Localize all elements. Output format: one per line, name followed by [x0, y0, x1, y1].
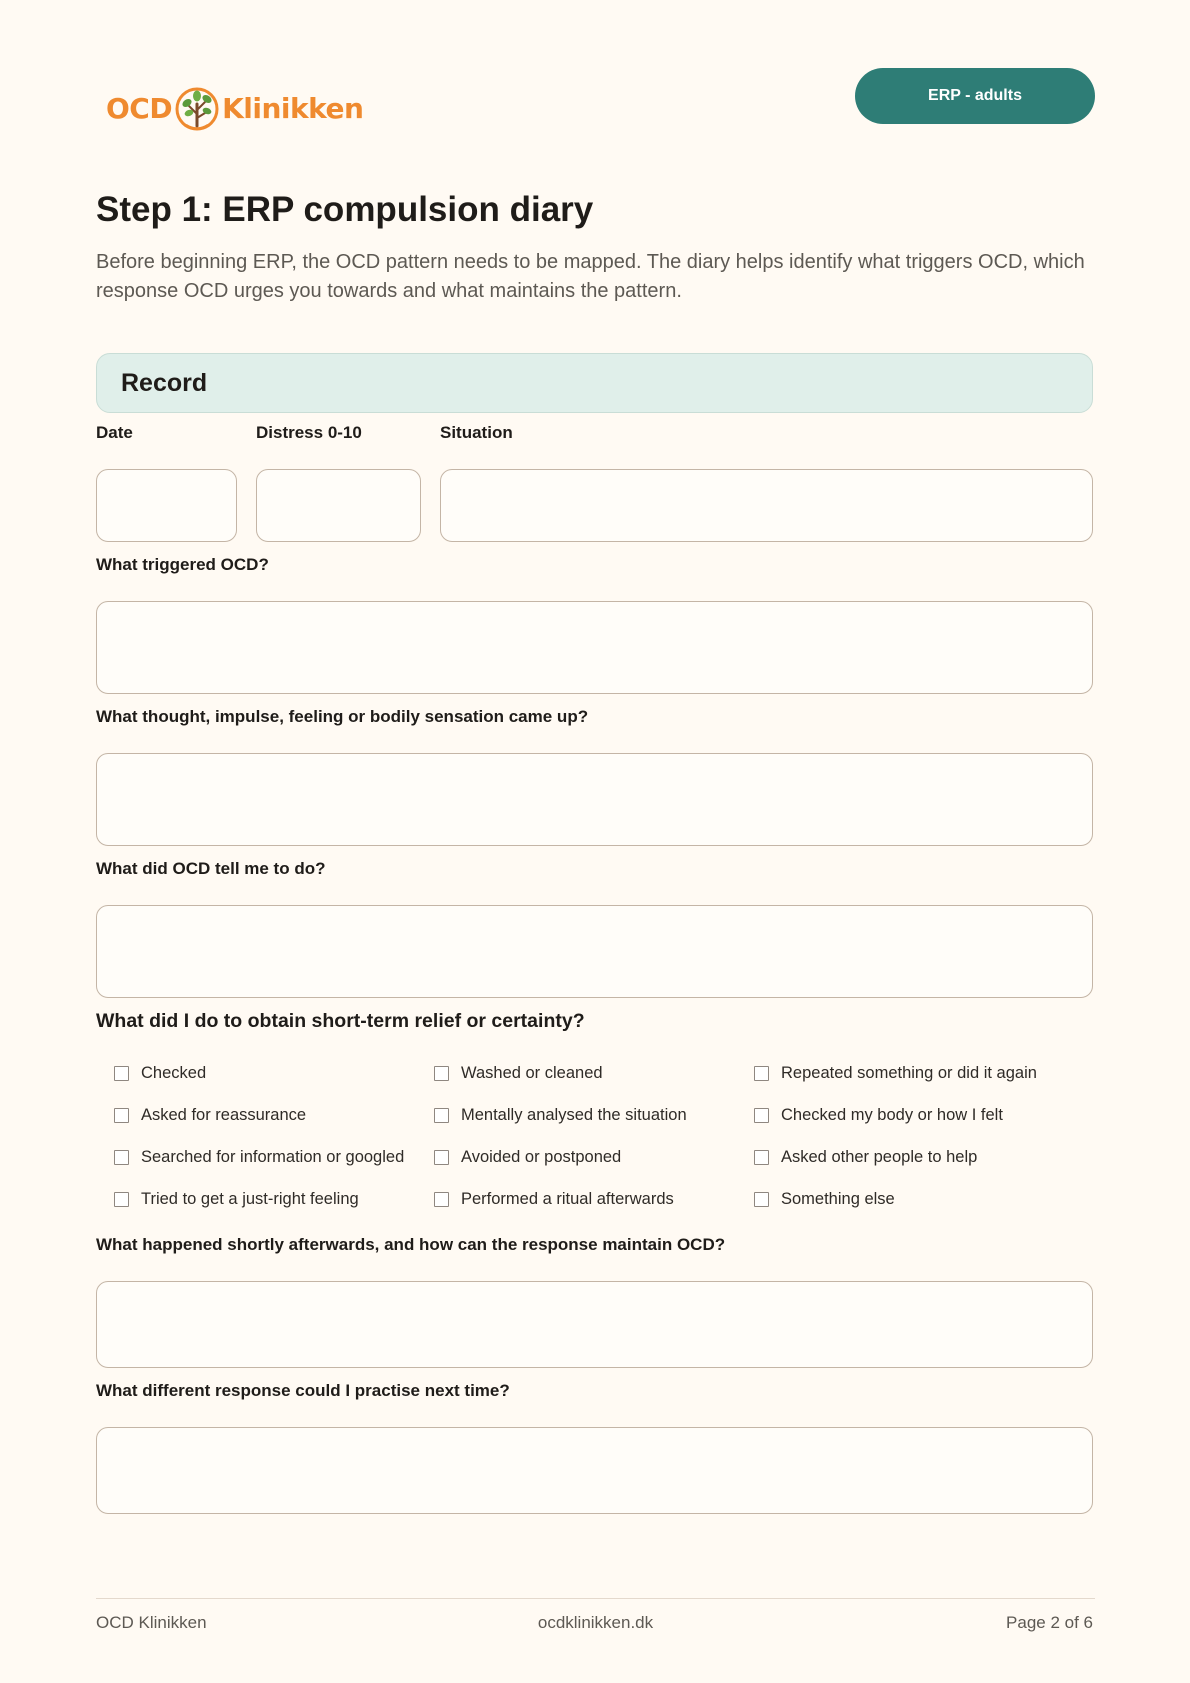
checkbox-label: Washed or cleaned: [461, 1063, 603, 1082]
checkbox-square[interactable]: [434, 1192, 449, 1207]
checkbox-searched[interactable]: [114, 1145, 404, 1169]
told-question: What did OCD tell me to do?: [96, 859, 326, 878]
checkbox-label: Something else: [781, 1189, 895, 1208]
footer-website: ocdklinikken.dk: [537, 1613, 654, 1632]
thought-field[interactable]: [96, 753, 1093, 846]
page-title: Step 1: ERP compulsion diary: [96, 190, 594, 229]
program-badge: ERP - adults: [855, 68, 1095, 124]
checkbox-label: Checked my body or how I felt: [781, 1105, 1003, 1124]
relief-question: What did I do to obtain short-term relief or certainty?: [96, 1010, 585, 1032]
section-title: Record: [121, 368, 208, 397]
footer-divider: [96, 1598, 1095, 1599]
checkbox-ritual[interactable]: [434, 1187, 674, 1211]
checkbox-square[interactable]: [754, 1150, 769, 1165]
different-response-question: What different response could I practise next time?: [96, 1381, 510, 1400]
checkbox-avoided[interactable]: [434, 1145, 621, 1169]
checkbox-square[interactable]: [114, 1192, 129, 1207]
checkbox-asked-others[interactable]: [754, 1145, 977, 1169]
checkbox-square[interactable]: [434, 1108, 449, 1123]
section-header-record: [96, 353, 1093, 413]
checkbox-square[interactable]: [114, 1066, 129, 1081]
checkbox-square[interactable]: [754, 1108, 769, 1123]
thought-question: What thought, impulse, feeling or bodily sensation came up?: [96, 707, 589, 726]
ocd-klinikken-logo: [106, 80, 363, 136]
checkbox-analysed[interactable]: [434, 1103, 687, 1127]
logo-text-ocd: OCD: [106, 91, 173, 125]
trigger-question: What triggered OCD?: [96, 555, 269, 574]
told-field[interactable]: [96, 905, 1093, 998]
checkbox-something-else[interactable]: [754, 1187, 895, 1211]
date-field[interactable]: [96, 469, 237, 542]
checkbox-label: Asked other people to help: [781, 1147, 978, 1166]
different-response-field[interactable]: [96, 1427, 1093, 1514]
checkbox-square[interactable]: [114, 1108, 129, 1123]
logo-text-klinikken: Klinikken: [222, 91, 364, 125]
situation-field[interactable]: [440, 469, 1093, 542]
checkbox-square[interactable]: [754, 1192, 769, 1207]
footer-page-number: Page 2 of 6: [1006, 1613, 1093, 1632]
checkbox-label: Searched for information or googled: [141, 1147, 405, 1166]
checkbox-washed[interactable]: [434, 1061, 603, 1085]
distress-label: Distress 0-10: [256, 423, 362, 442]
date-label: Date: [96, 423, 133, 442]
checkbox-checked[interactable]: [114, 1061, 206, 1085]
afterwards-field[interactable]: [96, 1281, 1093, 1368]
checkbox-label: Performed a ritual afterwards: [461, 1189, 674, 1208]
checkbox-label: Tried to get a just-right feeling: [141, 1189, 359, 1208]
checkbox-square[interactable]: [114, 1150, 129, 1165]
checkbox-repeated[interactable]: [754, 1061, 1037, 1085]
checkbox-label: Checked: [141, 1063, 207, 1082]
intro-text: Before beginning ERP, the OCD pattern needs to be mapped. The diary helps identify what triggers OCD, which response OCD urges you towards and what maintains the pattern.: [96, 251, 1085, 302]
tree-logo-icon: [174, 82, 220, 134]
footer-org: OCD Klinikken: [96, 1613, 207, 1632]
distress-field[interactable]: [256, 469, 421, 542]
checkbox-label: Repeated something or did it again: [781, 1063, 1037, 1082]
checkbox-reassurance[interactable]: [114, 1103, 306, 1127]
checkbox-label: Asked for reassurance: [141, 1105, 307, 1124]
checkbox-square[interactable]: [434, 1150, 449, 1165]
situation-label: Situation: [440, 423, 513, 442]
checkbox-label: Avoided or postponed: [461, 1147, 622, 1166]
checkbox-just-right[interactable]: [114, 1187, 359, 1211]
document-page: [96, 0, 1095, 1683]
checkbox-square[interactable]: [434, 1066, 449, 1081]
trigger-field[interactable]: [96, 601, 1093, 694]
checkbox-square[interactable]: [754, 1066, 769, 1081]
checkbox-label: Mentally analysed the situation: [461, 1105, 687, 1124]
checkbox-body-check[interactable]: [754, 1103, 1003, 1127]
afterwards-question: What happened shortly afterwards, and how can the response maintain OCD?: [96, 1235, 726, 1254]
